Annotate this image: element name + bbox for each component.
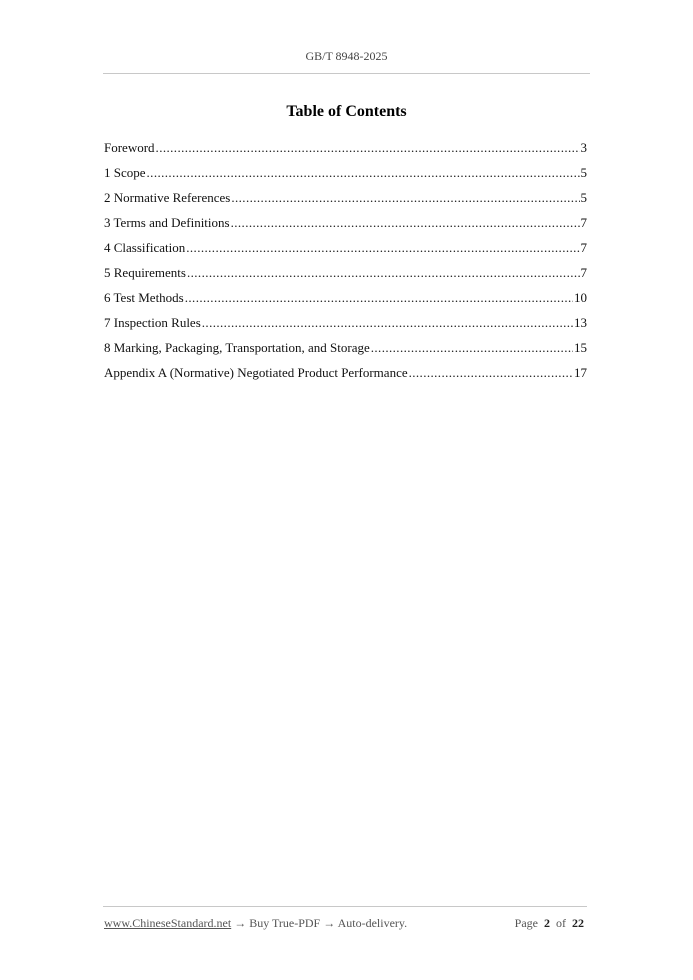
- toc-entry-test-methods[interactable]: [104, 288, 587, 313]
- toc-title: Table of Contents: [286, 103, 407, 120]
- toc-entry-requirements[interactable]: [104, 263, 587, 288]
- toc-dot-leader: [186, 238, 579, 257]
- toc-entry-label: 7 Inspection Rules: [104, 315, 201, 330]
- toc-entry-inspection-rules[interactable]: [104, 313, 587, 338]
- toc-entry-page: 13: [574, 315, 587, 330]
- toc-entry-appendix-a[interactable]: [104, 363, 587, 388]
- toc-entry-page: 7: [580, 240, 587, 255]
- toc-entry-page: 7: [580, 265, 587, 280]
- toc-entry-page: 10: [574, 290, 587, 305]
- buy-true-pdf-text: Buy True-PDF: [249, 916, 321, 930]
- toc-entry-page: 17: [574, 365, 587, 380]
- toc-dot-leader: [371, 338, 573, 357]
- toc-entry-label: 8 Marking, Packaging, Transportation, and Storage: [104, 340, 370, 355]
- toc-entry-label: 4 Classification: [104, 240, 186, 255]
- total-pages-number: 22: [572, 916, 584, 930]
- toc-entry-foreword[interactable]: [104, 138, 587, 163]
- arrow-right-icon: →: [323, 916, 336, 930]
- toc-entry-label: Appendix A (Normative) Negotiated Product Performance: [104, 365, 408, 380]
- document-id-header: GB/T 8948-2025: [305, 49, 388, 63]
- toc-entry-label: 5 Requirements: [104, 265, 186, 280]
- toc-entry-label: 2 Normative References: [104, 190, 231, 205]
- website-link[interactable]: www.ChineseStandard.net: [104, 916, 232, 930]
- toc-entry-page: 5: [580, 190, 587, 205]
- footer-promo: [104, 916, 407, 931]
- toc-entry-marking-packaging[interactable]: [104, 338, 587, 363]
- toc-dot-leader: [409, 363, 573, 382]
- toc-dot-leader: [231, 213, 580, 232]
- header-divider: [103, 73, 590, 74]
- toc-entry-terms-and-definitions[interactable]: [104, 213, 587, 238]
- toc-dot-leader: [187, 263, 580, 282]
- toc-entry-label: 3 Terms and Definitions: [104, 215, 230, 230]
- current-page-number: 2: [544, 916, 550, 930]
- toc-entry-page: 3: [580, 140, 587, 155]
- toc-entry-scope[interactable]: [104, 163, 587, 188]
- toc-dot-leader: [185, 288, 573, 307]
- toc-entry-label: 6 Test Methods: [104, 290, 184, 305]
- page-counter: [515, 916, 584, 931]
- toc-list: [104, 138, 587, 388]
- page-label: Page: [514, 916, 538, 930]
- toc-entry-page: 15: [574, 340, 587, 355]
- auto-delivery-text: Auto-delivery.: [337, 916, 408, 930]
- toc-entry-classification[interactable]: [104, 238, 587, 263]
- arrow-right-icon: →: [234, 916, 247, 930]
- toc-entry-page: 5: [580, 165, 587, 180]
- toc-dot-leader: [202, 313, 573, 332]
- toc-dot-leader: [147, 163, 580, 182]
- toc-dot-leader: [156, 138, 580, 157]
- toc-dot-leader: [231, 188, 579, 207]
- footer-divider: [103, 906, 587, 907]
- toc-entry-label: 1 Scope: [104, 165, 146, 180]
- of-label: of: [556, 916, 566, 930]
- toc-entry-page: 7: [580, 215, 587, 230]
- toc-entry-label: Foreword: [104, 140, 155, 155]
- toc-entry-normative-references[interactable]: [104, 188, 587, 213]
